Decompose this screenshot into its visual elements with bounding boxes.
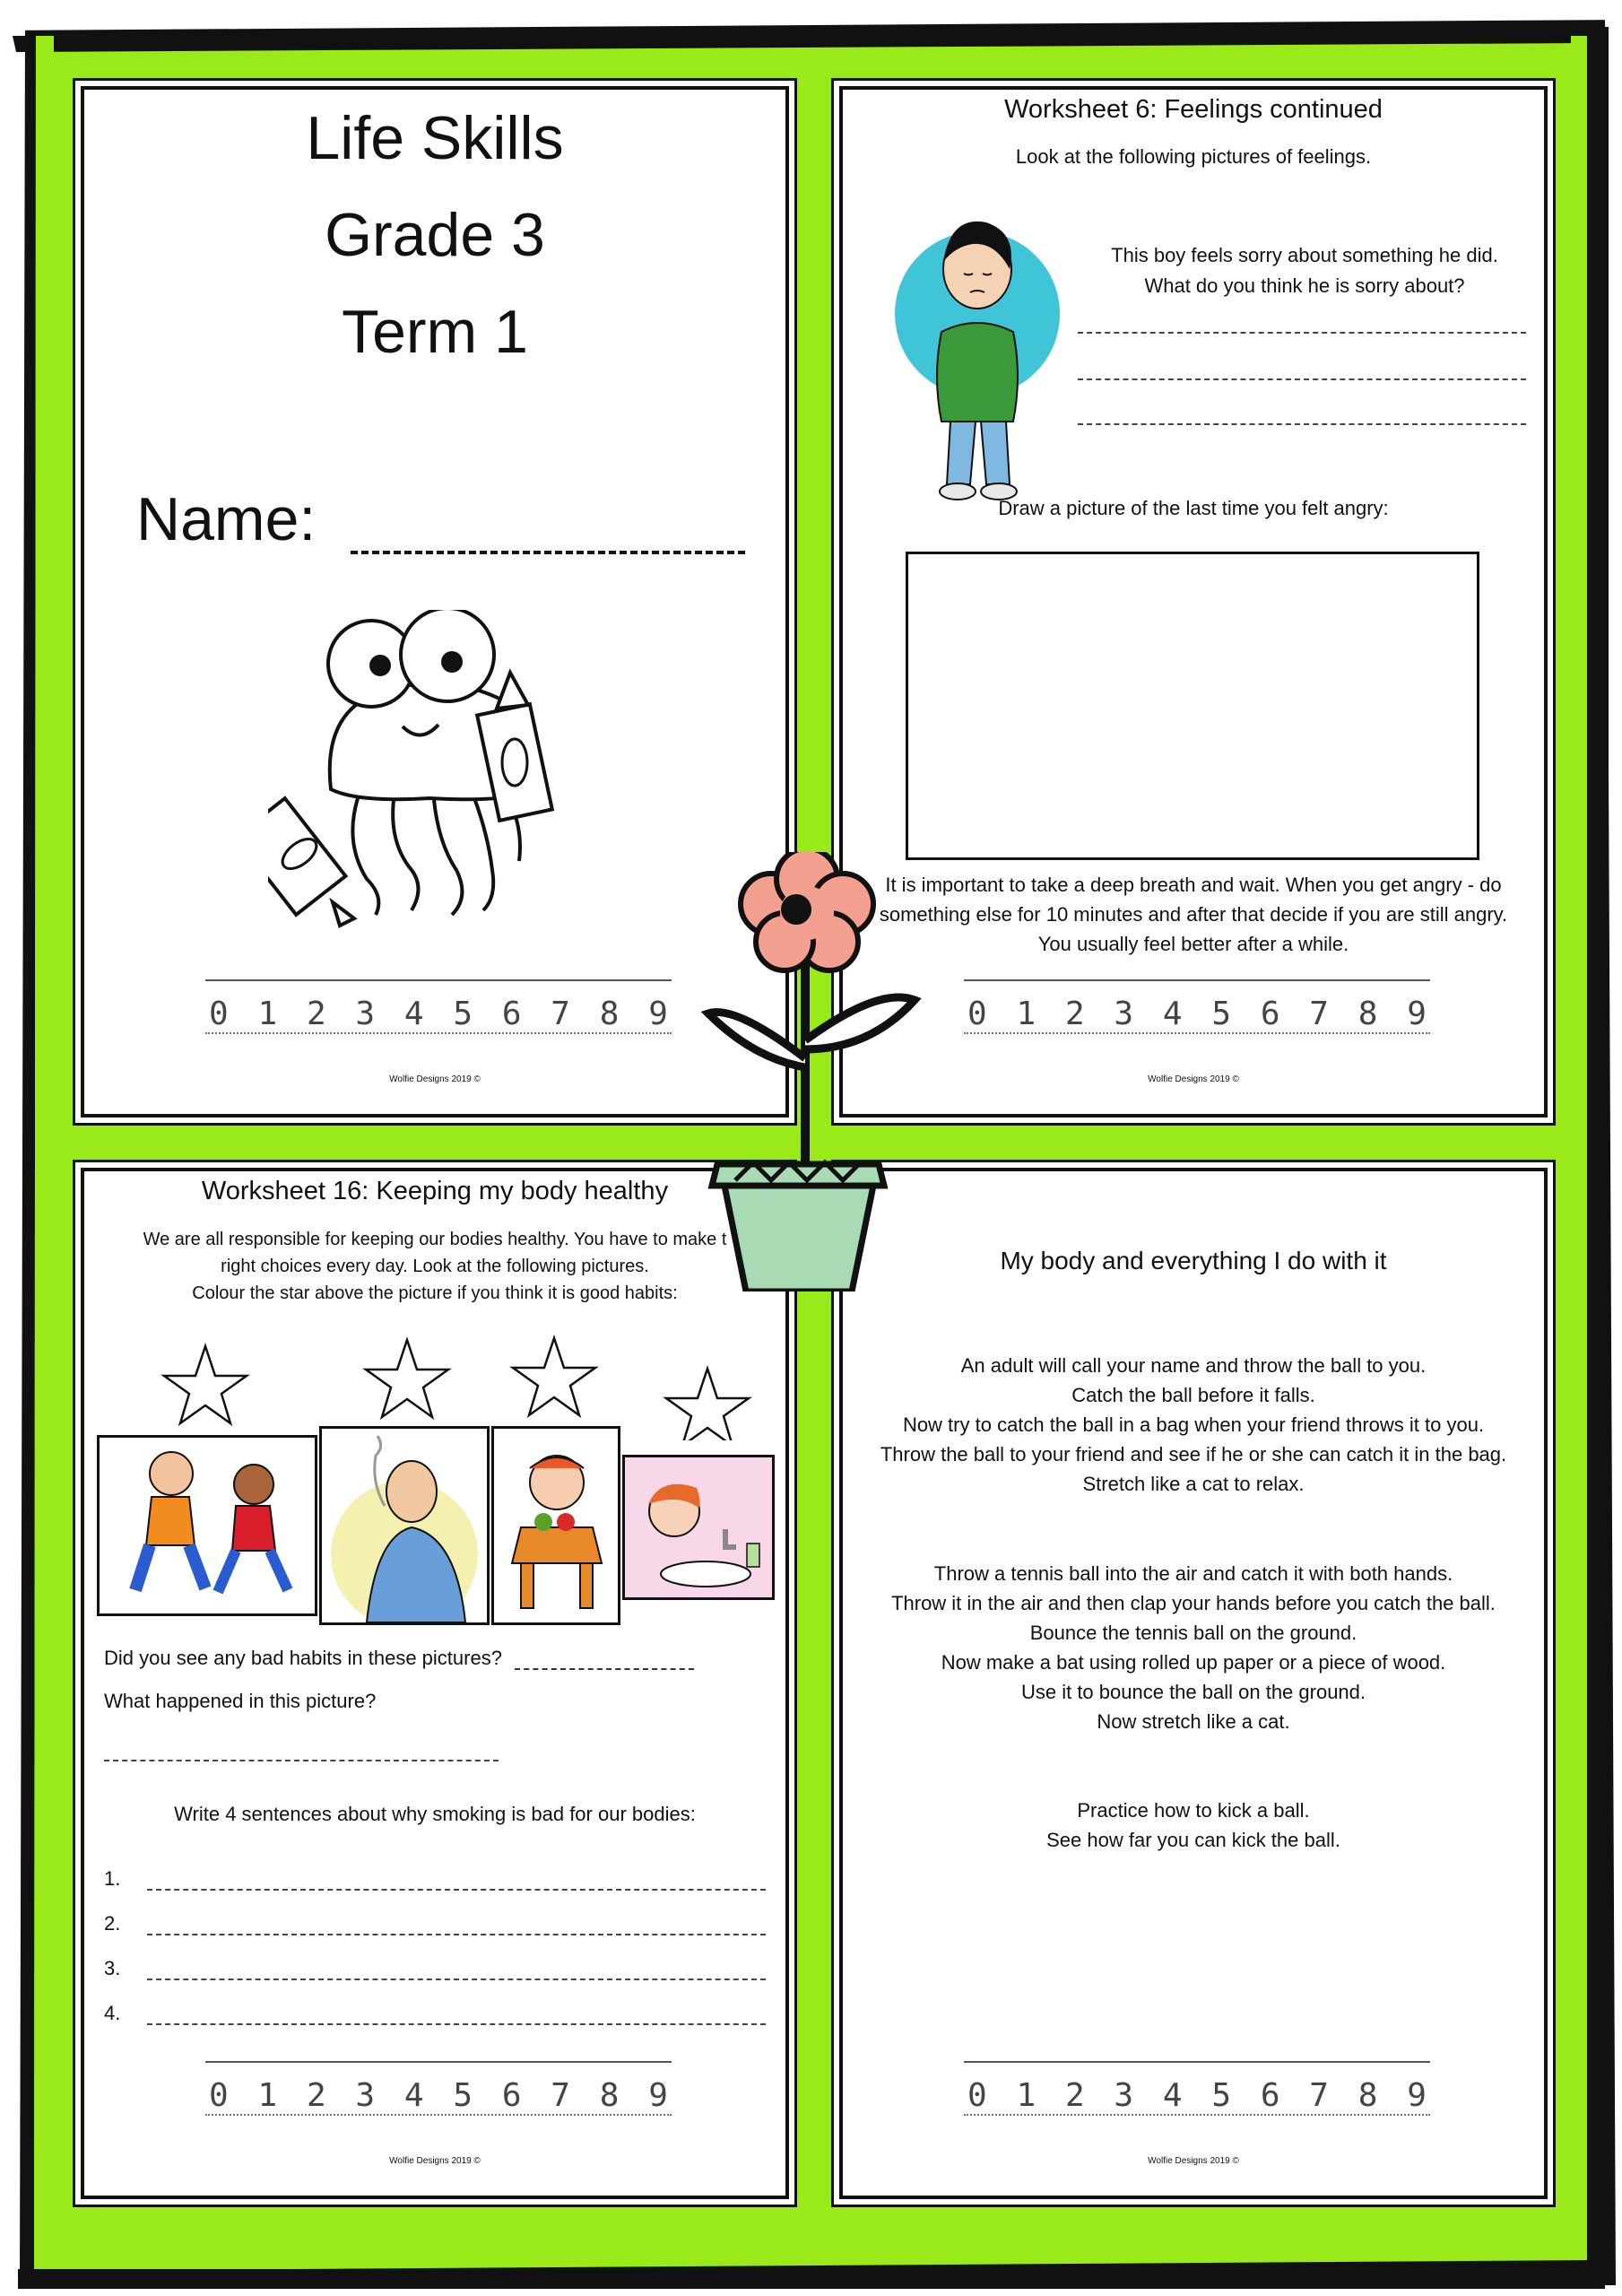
- activity-1-line-4: Throw the ball to your friend and see if he or she can catch it in the bag.: [880, 1443, 1507, 1465]
- sentence-number-2: 2.: [104, 1912, 121, 1935]
- worksheet-6-question-1: This boy feels sorry about something he did.: [1111, 244, 1498, 266]
- digit-8: 8: [599, 2077, 620, 2114]
- digit-3: 3: [355, 2077, 376, 2114]
- digit-2: 2: [1064, 996, 1085, 1032]
- digit-0: 0: [209, 996, 229, 1032]
- digit-0: 0: [967, 2077, 987, 2114]
- activity-1-line-5: Stretch like a cat to relax.: [1082, 1473, 1305, 1495]
- digit-9: 9: [1407, 996, 1427, 1032]
- digit-7: 7: [551, 996, 570, 1032]
- worksheet-16-title: Worksheet 16: Keeping my body healthy: [201, 1177, 669, 1205]
- digit-5: 5: [1211, 2077, 1232, 2114]
- sorry-boy-illustration: [888, 197, 1067, 507]
- worksheet-16-intro-2: right choices every day. Look at the following pictures.: [221, 1257, 649, 1276]
- star-icon: [366, 1340, 448, 1417]
- digit-8: 8: [1357, 2077, 1378, 2114]
- activity-2-line-6: Now stretch like a cat.: [1097, 1710, 1290, 1733]
- digit-3: 3: [355, 996, 376, 1032]
- activity-3-line-2: See how far you can kick the ball.: [1046, 1829, 1340, 1851]
- answer-line-3[interactable]: [1078, 423, 1526, 425]
- digit-6: 6: [1260, 2077, 1280, 2114]
- drawing-box[interactable]: [906, 552, 1479, 860]
- answer-line-1[interactable]: [1078, 332, 1526, 334]
- advice-line-1: It is important to take a deep breath and wait. When you get angry - do: [885, 874, 1502, 896]
- digit-1: 1: [1016, 2077, 1037, 2114]
- smoking-man-picture: [319, 1426, 490, 1625]
- digit-7: 7: [1309, 2077, 1329, 2114]
- digit-2: 2: [306, 996, 326, 1032]
- digit-6: 6: [501, 2077, 522, 2114]
- name-label: Name:: [136, 485, 317, 553]
- worksheet-6-page: [839, 86, 1548, 1118]
- star-icon: [513, 1338, 595, 1415]
- activity-2-line-3: Bounce the tennis ball on the ground.: [1029, 1622, 1357, 1644]
- number-line: [205, 979, 672, 1034]
- digit-8: 8: [599, 996, 620, 1032]
- bad-habits-question: [104, 1647, 694, 1670]
- digit-2: 2: [306, 2077, 326, 2114]
- name-blank[interactable]: [351, 551, 745, 554]
- footer-credit: Wolfie Designs 2019 ©: [389, 2156, 481, 2166]
- digit-5: 5: [1211, 996, 1232, 1032]
- what-happened-answer-line[interactable]: [104, 1760, 499, 1761]
- eating-child-picture: [491, 1426, 620, 1625]
- my-body-page: [839, 1168, 1548, 2199]
- worksheet-6-question-2: What do you think he is sorry about?: [1144, 274, 1465, 297]
- digit-9: 9: [1407, 2077, 1427, 2114]
- number-line: [205, 2061, 672, 2116]
- digit-5: 5: [453, 996, 473, 1032]
- digit-8: 8: [1357, 996, 1378, 1032]
- activity-1-line-2: Catch the ball before it falls.: [1071, 1384, 1315, 1406]
- activity-1-line-1: An adult will call your name and throw the ball to you.: [960, 1354, 1427, 1377]
- running-kids-picture: [97, 1435, 317, 1616]
- activity-2-line-4: Now make a bat using rolled up paper or a piece of wood.: [941, 1651, 1446, 1674]
- sentence-line-4[interactable]: [147, 2023, 766, 2025]
- cover-title-line1: Life Skills: [306, 104, 564, 172]
- bad-habits-answer-blank[interactable]: [515, 1668, 694, 1670]
- flower-pot-decoration: [699, 852, 932, 1292]
- name-field[interactable]: [136, 484, 745, 554]
- digit-3: 3: [1114, 2077, 1134, 2114]
- digit-7: 7: [551, 2077, 570, 2114]
- worksheet-16-intro-3: Colour the star above the picture if you think it is good habits:: [192, 1283, 678, 1303]
- sentence-line-3[interactable]: [147, 1979, 766, 1980]
- star-row: [84, 1333, 785, 1440]
- number-line: [964, 2061, 1430, 2116]
- cover-title-line3: Term 1: [342, 298, 528, 366]
- digit-0: 0: [967, 996, 987, 1032]
- activity-1-line-3: Now try to catch the ball in a bag when your friend throws it to you.: [902, 1413, 1485, 1436]
- activity-2-line-5: Use it to bounce the ball on the ground.: [1020, 1681, 1366, 1703]
- star-icon: [666, 1369, 749, 1440]
- draw-prompt: Draw a picture of the last time you felt angry:: [998, 497, 1389, 519]
- footer-credit: Wolfie Designs 2019 ©: [1148, 2156, 1239, 2166]
- sentence-line-2[interactable]: [147, 1934, 766, 1935]
- digit-5: 5: [453, 2077, 473, 2114]
- advice-line-2: something else for 10 minutes and after that decide if you are still angry.: [879, 903, 1508, 926]
- worksheet-6-intro: Look at the following pictures of feelings.: [1015, 145, 1372, 168]
- digit-2: 2: [1064, 2077, 1085, 2114]
- cover-page: [81, 86, 789, 1118]
- digit-1: 1: [257, 996, 278, 1032]
- what-happened-question: What happened in this picture?: [104, 1690, 377, 1712]
- digit-3: 3: [1114, 996, 1134, 1032]
- sentence-number-4: 4.: [104, 2002, 121, 2024]
- digit-9: 9: [648, 996, 668, 1032]
- activity-2-line-2: Throw it in the air and then clap your hands before you catch the ball.: [891, 1592, 1496, 1614]
- answer-line-2[interactable]: [1078, 378, 1526, 380]
- my-body-title: My body and everything I do with it: [1000, 1247, 1387, 1274]
- sentence-line-1[interactable]: [147, 1889, 766, 1891]
- footer-credit: Wolfie Designs 2019 ©: [1148, 1074, 1239, 1084]
- advice-line-3: You usually feel better after a while.: [1037, 933, 1349, 955]
- activity-2-line-1: Throw a tennis ball into the air and catch it with both hands.: [933, 1562, 1453, 1585]
- digit-0: 0: [209, 2077, 229, 2114]
- digit-1: 1: [257, 2077, 278, 2114]
- activity-3-line-1: Practice how to kick a ball.: [1077, 1799, 1310, 1822]
- sentence-number-1: 1.: [104, 1867, 121, 1890]
- digit-1: 1: [1016, 996, 1037, 1032]
- digit-4: 4: [403, 2077, 424, 2114]
- digit-6: 6: [1260, 996, 1280, 1032]
- digit-4: 4: [403, 996, 424, 1032]
- digit-7: 7: [1309, 996, 1329, 1032]
- bad-habits-question-text: Did you see any bad habits in these pictures?: [104, 1647, 502, 1669]
- worksheet-16-page: [81, 1168, 789, 2199]
- cover-title-line2: Grade 3: [325, 201, 545, 269]
- digit-4: 4: [1162, 996, 1183, 1032]
- worksheet-6-title: Worksheet 6: Feelings continued: [1004, 95, 1383, 124]
- digit-6: 6: [501, 996, 522, 1032]
- jellyfish-illustration: [268, 610, 627, 933]
- worksheet-16-intro-1: We are all responsible for keeping our bodies healthy. You have to make t: [143, 1230, 727, 1249]
- number-line: [964, 979, 1430, 1034]
- star-icon: [164, 1346, 247, 1423]
- digit-4: 4: [1162, 2077, 1183, 2114]
- write-sentences-prompt: Write 4 sentences about why smoking is bad for our bodies:: [174, 1803, 696, 1825]
- digit-9: 9: [648, 2077, 668, 2114]
- handwashing-girl-picture: [622, 1455, 775, 1600]
- footer-credit: Wolfie Designs 2019 ©: [389, 1074, 481, 1084]
- sentence-number-3: 3.: [104, 1957, 121, 1979]
